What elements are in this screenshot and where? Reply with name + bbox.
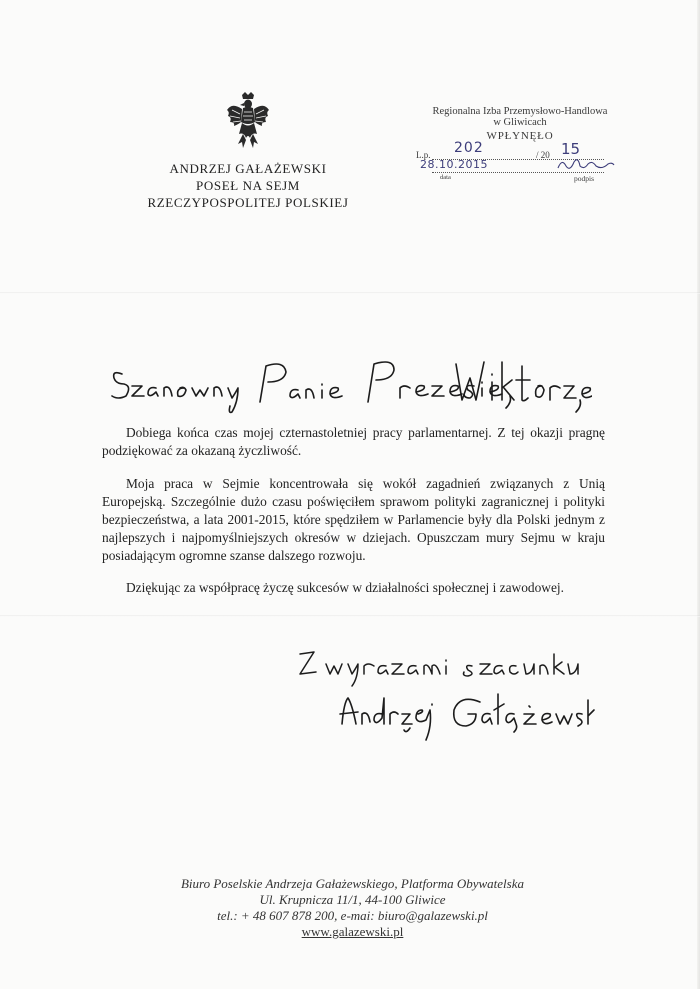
sender-institution: RZECZYPOSPOLITEJ POLSKIEJ xyxy=(147,195,349,210)
body-paragraph: Dziękując za współpracę życzę sukcesów w działalności społecznej i zawodowej. xyxy=(126,580,564,595)
stamp-date-label: data xyxy=(440,174,451,181)
stamp-lp-label: L.p. xyxy=(416,150,431,160)
sender-title: POSEŁ NA SEJM xyxy=(196,178,300,193)
stamp-year-prefix: / 20 xyxy=(536,150,550,160)
handwritten-salutation xyxy=(108,340,592,430)
footer-office: Biuro Poselskie Andrzeja Gałażewskiego, Platforma Obywatelska xyxy=(180,876,524,891)
stamp-date: 28.10.2015 xyxy=(420,158,488,171)
letterhead xyxy=(120,160,376,211)
letter-footer xyxy=(100,876,605,940)
stamp-received-label: WPŁYNĘŁO xyxy=(486,130,554,142)
stamp-organization: Regionalna Izba Przemysłowo-Handlowa xyxy=(432,106,608,117)
body-paragraph: Moja praca w Sejmie koncentrowała się wokół zagadnień związanych z Unią Europejską. Szczególnie dużo czasu poświęciłem sprawom polityki zagranicznej i polityki bezpieczeństwa, a lata 2001-2015, które spędziłem w Parlamencie były dla Polski jednym z najlepszych i najpomyślniejszych okresów w dziejach. Opuszczam mury Sejmu w kraju posiadającym ogromne szanse dalszego rozwoju. xyxy=(102,475,605,563)
footer-contact: tel.: + 48 607 878 200, e-mai: biuro@galazewski.pl xyxy=(217,908,488,923)
receipt-stamp xyxy=(404,106,622,192)
footer-website-link[interactable]: www.galazewski.pl xyxy=(301,924,404,939)
handwritten-closing xyxy=(296,628,596,758)
stamp-number: 202 xyxy=(454,140,484,156)
letter-body xyxy=(102,424,605,612)
stamp-signature-scribble xyxy=(556,156,616,174)
polish-eagle-icon xyxy=(226,92,270,150)
body-paragraph: Dobiega końca czas mojej czternastoletniej pracy parlamentarnej. Z tej okazji pragnę podziękować za okazaną życzliwość. xyxy=(102,425,605,458)
paper-fold-upper xyxy=(0,292,700,294)
stamp-year-suffix: 15 xyxy=(561,140,581,158)
footer-address: Ul. Krupnicza 11/1, 44-100 Gliwice xyxy=(259,892,446,907)
stamp-signature-label: podpis xyxy=(574,174,595,183)
sender-name: ANDRZEJ GAŁAŻEWSKI xyxy=(169,161,327,176)
paper-fold-lower xyxy=(0,615,700,617)
stamp-city: w Gliwicach xyxy=(493,117,547,128)
